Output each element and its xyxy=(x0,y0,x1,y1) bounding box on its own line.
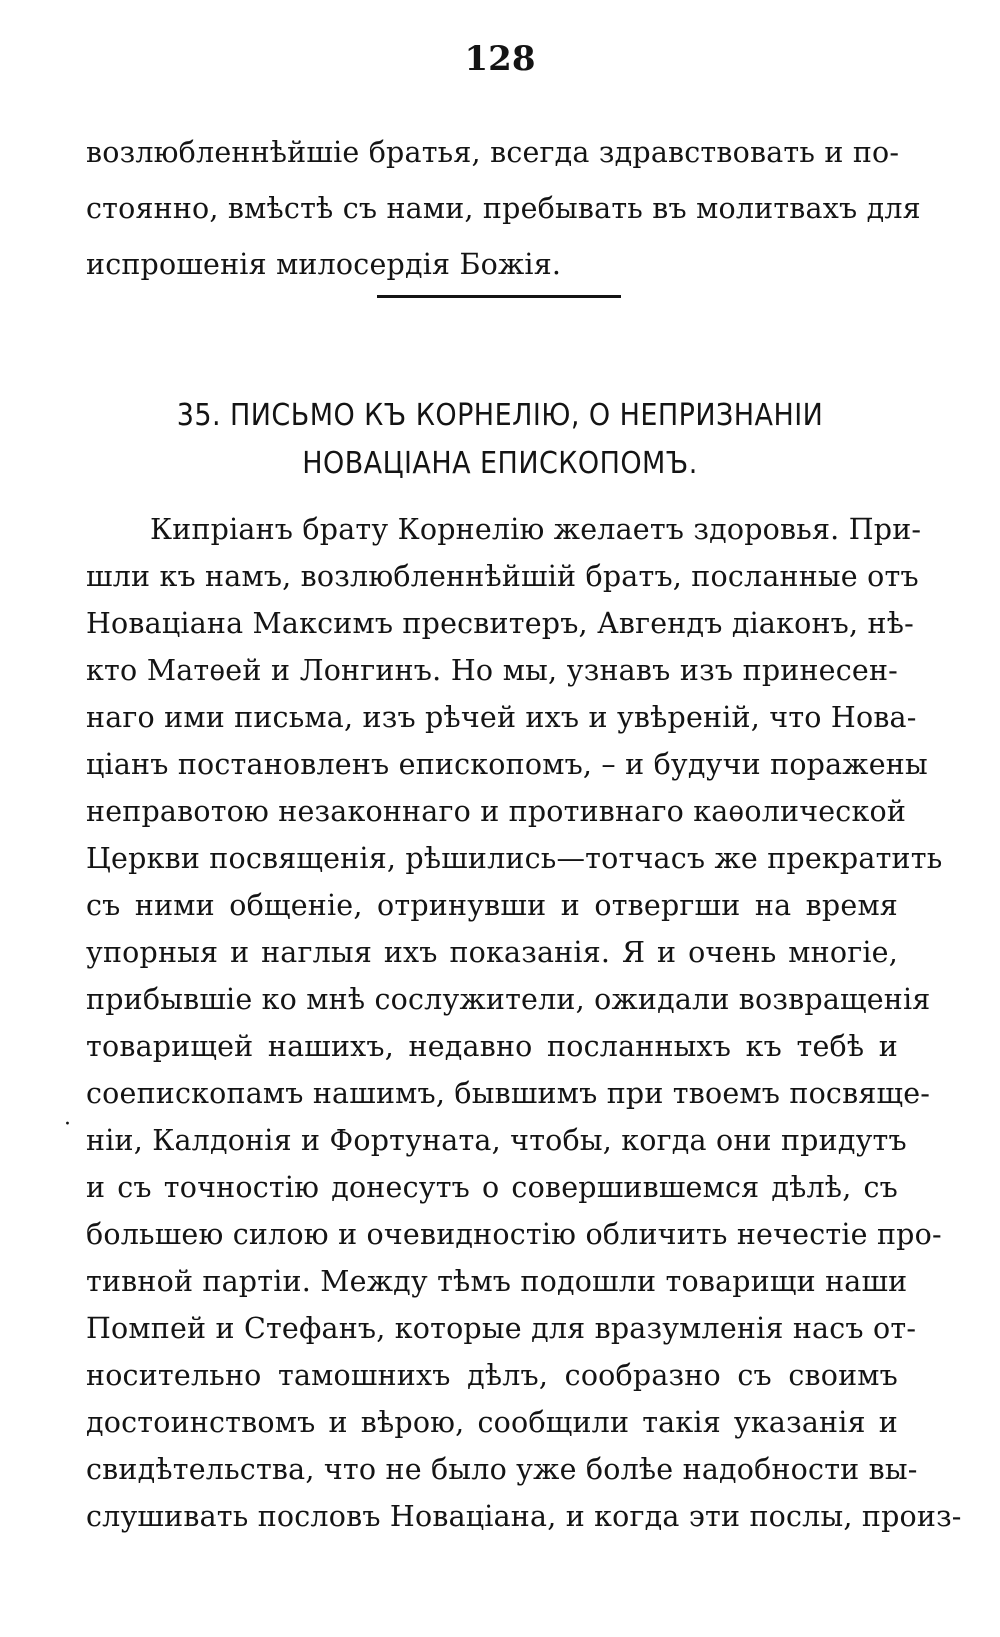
text-line: ціанъ постановленъ епископомъ, – и будучи поражены xyxy=(86,748,928,781)
text-line: ніи, Калдонія и Фортуната, чтобы, когда они придутъ xyxy=(86,1124,907,1157)
text-line: неправотою незаконнаго и противнаго каѳолической xyxy=(86,795,907,828)
heading-line: 35. ПИСЬМО КЪ КОРНЕЛІЮ, О НЕПРИЗНАНІИ xyxy=(176,398,824,433)
text-line: испрошенія милосердія Божія. xyxy=(86,248,562,281)
text-line: шли къ намъ, возлюбленнѣйшій братъ, посланные отъ xyxy=(86,560,919,593)
text-line: тивной партіи. Между тѣмъ подошли товарищи наши xyxy=(86,1265,908,1298)
text-line: товарищей нашихъ, недавно посланныхъ къ тебѣ и xyxy=(86,1030,898,1063)
section-divider xyxy=(377,295,621,298)
margin-mark: · xyxy=(64,1112,71,1137)
text-line: возлюбленнѣйшіе братья, всегда здравствовать и по- xyxy=(86,136,900,169)
text-line: Помпей и Стефанъ, которые для вразумленія насъ от- xyxy=(86,1312,917,1345)
text-line: Кипріанъ брату Корнелію желаетъ здоровья. При- xyxy=(150,513,922,546)
text-line: съ ними общеніе, отринувши и отвергши на время xyxy=(86,889,898,922)
text-line: носительно тамошнихъ дѣлъ, сообразно съ своимъ xyxy=(86,1359,898,1392)
page-number: 128 xyxy=(464,39,536,79)
text-line: свидѣтельства, что не было уже болѣе надобности вы- xyxy=(86,1453,918,1486)
text-line: соепископамъ нашимъ, бывшимъ при твоемъ посвяще- xyxy=(86,1077,931,1110)
text-line: большею силою и очевидностію обличить нечестіе про- xyxy=(86,1218,942,1251)
heading-line: НОВАЦІАНА ЕПИСКОПОМЪ. xyxy=(302,446,698,481)
text-line: Церкви посвященія, рѣшились—тотчасъ же прекратить xyxy=(86,842,943,875)
text-line: стоянно, вмѣстѣ съ нами, пребывать въ молитвахъ для xyxy=(86,192,921,225)
text-line: Новаціана Максимъ пресвитеръ, Авгендъ діаконъ, нѣ- xyxy=(86,607,914,640)
text-line: прибывшіе ко мнѣ сослужители, ожидали возвращенія xyxy=(86,983,931,1016)
text-line: слушивать пословъ Новаціана, и когда эти послы, произ- xyxy=(86,1500,962,1533)
text-line: упорныя и наглыя ихъ показанія. Я и очень многіе, xyxy=(86,936,898,969)
text-line: достоинствомъ и вѣрою, сообщили такія указанія и xyxy=(86,1406,898,1439)
text-line: кто Матѳей и Лонгинъ. Но мы, узнавъ изъ принесен- xyxy=(86,654,898,687)
text-line: и съ точностію донесутъ о совершившемся дѣлѣ, съ xyxy=(86,1171,898,1204)
text-line: наго ими письма, изъ рѣчей ихъ и увѣреній, что Нова- xyxy=(86,701,917,734)
